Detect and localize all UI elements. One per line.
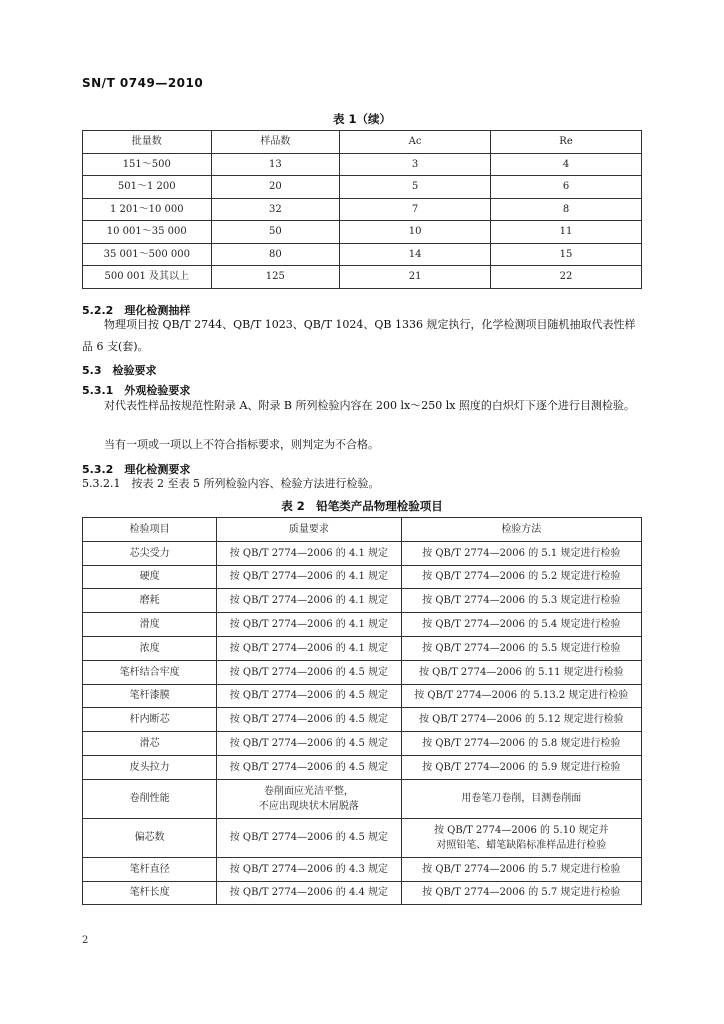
table2-caption: 表 2 铅笔类产品物理检验项目 [281,499,443,513]
method-cell-line: 按 QB/T 2774—2006 的 5.13.2 规定进行检验 [414,690,629,702]
requirement-cell-line: 按 QB/T 2774—2006 的 4.1 规定 [229,642,389,654]
requirement-cell [217,660,401,684]
test-item-cell: 浓度 [83,636,217,660]
col-header-test-item: 检验项目 [83,518,217,542]
section-5-3-1-heading: 5.3.1 外观检验要求 [82,384,191,397]
method-cell-line: 按 QB/T 2774—2006 的 5.8 规定进行检验 [422,738,621,750]
ac-cell: 14 [340,243,491,266]
requirement-cell-line: 按 QB/T 2774—2006 的 4.1 规定 [229,619,389,631]
requirement-cell [217,779,401,818]
section-5-3-2-1-text: 5.3.2.1 按表 2 至表 5 所列检验内容、检验方法进行检验。 [82,477,380,490]
table-row [83,684,642,708]
method-cell-line: 对照铅笔、蜡笔缺陷标准样品进行检验 [436,839,607,851]
method-cell [401,779,641,818]
lot-size-cell: 10 001～35 000 [83,221,212,244]
method-cell [401,708,641,732]
ac-cell: 3 [340,153,491,176]
sample-size-cell: 32 [211,198,340,221]
table-row [83,732,642,756]
re-cell: 4 [491,153,642,176]
requirement-cell-line: 按 QB/T 2774—2006 的 4.5 规定 [229,738,389,750]
requirement-cell [217,565,401,589]
test-item-cell: 笔杆长度 [83,881,217,905]
table-row [83,881,642,905]
method-cell [401,636,641,660]
test-item-cell: 磨耗 [83,589,217,613]
requirement-cell-line: 按 QB/T 2774—2006 的 4.5 规定 [229,832,389,844]
ac-cell: 5 [340,176,491,199]
lot-size-cell: 151～500 [83,153,212,176]
sample-size-cell: 50 [211,221,340,244]
method-cell-line: 按 QB/T 2774—2006 的 5.1 规定进行检验 [422,547,621,559]
col-header-lot-size: 批量数 [83,131,212,154]
test-item-cell: 偏芯数 [83,818,217,857]
requirement-cell-line: 按 QB/T 2774—2006 的 4.3 规定 [229,863,389,875]
section-5-3-1-text-a: 对代表性样品按规范性附录 A、附录 B 所列检验内容在 200 lx～250 lx 照度的白炽灯下逐个进行目测检验。 [104,399,635,412]
ac-cell: 10 [340,221,491,244]
standard-code: SN/T 0749—2010 [82,76,204,90]
table-row [83,198,642,221]
test-item-cell: 笔杆结合牢度 [83,660,217,684]
test-item-cell: 笔杆直径 [83,857,217,881]
method-cell-line: 按 QB/T 2774—2006 的 5.5 规定进行检验 [422,642,621,654]
method-cell-line: 用卷笔刀卷削，目测卷削面 [461,793,582,805]
re-cell: 11 [491,221,642,244]
sampling-table [82,130,642,289]
requirement-cell [217,636,401,660]
col-header-method: 检验方法 [401,518,641,542]
method-cell-line: 按 QB/T 2774—2006 的 5.7 规定进行检验 [422,863,621,875]
table-row [83,708,642,732]
method-cell-line: 按 QB/T 2774—2006 的 5.12 规定进行检验 [418,714,624,726]
re-cell: 8 [491,198,642,221]
table-row [83,221,642,244]
test-item-cell: 芯尖受力 [83,541,217,565]
requirement-cell-line: 按 QB/T 2774—2006 的 4.1 规定 [229,595,389,607]
method-cell [401,881,641,905]
lot-size-cell: 500 001 及其以上 [83,266,212,289]
requirement-cell [217,857,401,881]
col-header-ac: Ac [340,131,491,154]
table-row [83,243,642,266]
table-row [83,755,642,779]
method-cell [401,565,641,589]
method-cell-line: 按 QB/T 2774—2006 的 5.9 规定进行检验 [422,761,621,773]
requirement-cell-line: 卷削面应光洁平整， [263,785,354,797]
ac-cell: 7 [340,198,491,221]
table-row [83,541,642,565]
re-cell: 22 [491,266,642,289]
re-cell: 15 [491,243,642,266]
section-5-3-2-heading: 5.3.2 理化检测要求 [82,463,191,476]
requirement-cell [217,613,401,637]
test-item-cell: 皮头拉力 [83,755,217,779]
test-item-cell: 杆内断芯 [83,708,217,732]
page-number: 2 [82,935,89,946]
table-row [83,779,642,818]
sample-size-cell: 13 [211,153,340,176]
method-cell [401,755,641,779]
method-cell-line: 按 QB/T 2774—2006 的 5.11 规定进行检验 [418,666,624,678]
requirement-cell [217,818,401,857]
test-item-cell: 滑度 [83,613,217,637]
table-row [83,266,642,289]
requirement-cell-line: 按 QB/T 2774—2006 的 4.5 规定 [229,666,389,678]
requirement-cell-line: 不应出现块状木屑脱落 [258,800,359,812]
method-cell-line: 按 QB/T 2774—2006 的 5.2 规定进行检验 [422,571,621,583]
table1-caption: 表 1（续） [332,112,391,126]
section-5-2-2-heading: 5.2.2 理化检测抽样 [82,304,191,317]
requirement-cell [217,541,401,565]
test-item-cell: 硬度 [83,565,217,589]
method-cell [401,660,641,684]
section-5-2-2-text: 物理项目按 QB/T 2744、QB/T 1023、QB/T 1024、QB 1336 规定执行，化学检测项目随机抽取代表性样品 6 支(套)。 [82,318,636,353]
requirement-cell-line: 按 QB/T 2774—2006 的 4.4 规定 [229,887,389,899]
requirement-cell-line: 按 QB/T 2774—2006 的 4.1 规定 [229,571,389,583]
table-row [83,613,642,637]
requirement-cell-line: 按 QB/T 2774—2006 的 4.5 规定 [229,714,389,726]
table2-header-row [83,518,642,542]
requirement-cell [217,589,401,613]
requirement-cell-line: 按 QB/T 2774—2006 的 4.1 规定 [229,547,389,559]
method-cell-line: 按 QB/T 2774—2006 的 5.7 规定进行检验 [422,887,621,899]
sample-size-cell: 80 [211,243,340,266]
sample-size-cell: 125 [211,266,340,289]
table1-header-row [83,131,642,154]
table-row [83,857,642,881]
section-5-3-heading: 5.3 检验要求 [82,364,157,377]
table-row [83,565,642,589]
table2-body [83,541,642,905]
method-cell [401,732,641,756]
table-row [83,636,642,660]
test-item-cell: 卷削性能 [83,779,217,818]
re-cell: 6 [491,176,642,199]
section-5-3-1-text-b: 当有一项或一项以上不符合指标要求，则判定为不合格。 [104,438,379,451]
table-row [83,660,642,684]
test-item-cell: 滑芯 [83,732,217,756]
col-header-requirement: 质量要求 [217,518,401,542]
col-header-re: Re [491,131,642,154]
requirement-cell-line: 按 QB/T 2774—2006 的 4.5 规定 [229,761,389,773]
lot-size-cell: 501～1 200 [83,176,212,199]
method-cell [401,818,641,857]
physical-test-table [82,517,642,905]
method-cell-line: 按 QB/T 2774—2006 的 5.10 规定并 [433,824,609,836]
requirement-cell [217,881,401,905]
lot-size-cell: 35 001～500 000 [83,243,212,266]
method-cell [401,684,641,708]
table-row [83,818,642,857]
method-cell-line: 按 QB/T 2774—2006 的 5.3 规定进行检验 [422,595,621,607]
sample-size-cell: 20 [211,176,340,199]
lot-size-cell: 1 201～10 000 [83,198,212,221]
requirement-cell [217,708,401,732]
table-row [83,153,642,176]
test-item-cell: 笔杆漆膜 [83,684,217,708]
table-row [83,176,642,199]
method-cell [401,613,641,637]
table-row [83,589,642,613]
method-cell-line: 按 QB/T 2774—2006 的 5.4 规定进行检验 [422,619,621,631]
requirement-cell-line: 按 QB/T 2774—2006 的 4.5 规定 [229,690,389,702]
requirement-cell [217,732,401,756]
requirement-cell [217,684,401,708]
col-header-sample-size: 样品数 [211,131,340,154]
ac-cell: 21 [340,266,491,289]
method-cell [401,857,641,881]
method-cell [401,541,641,565]
requirement-cell [217,755,401,779]
method-cell [401,589,641,613]
